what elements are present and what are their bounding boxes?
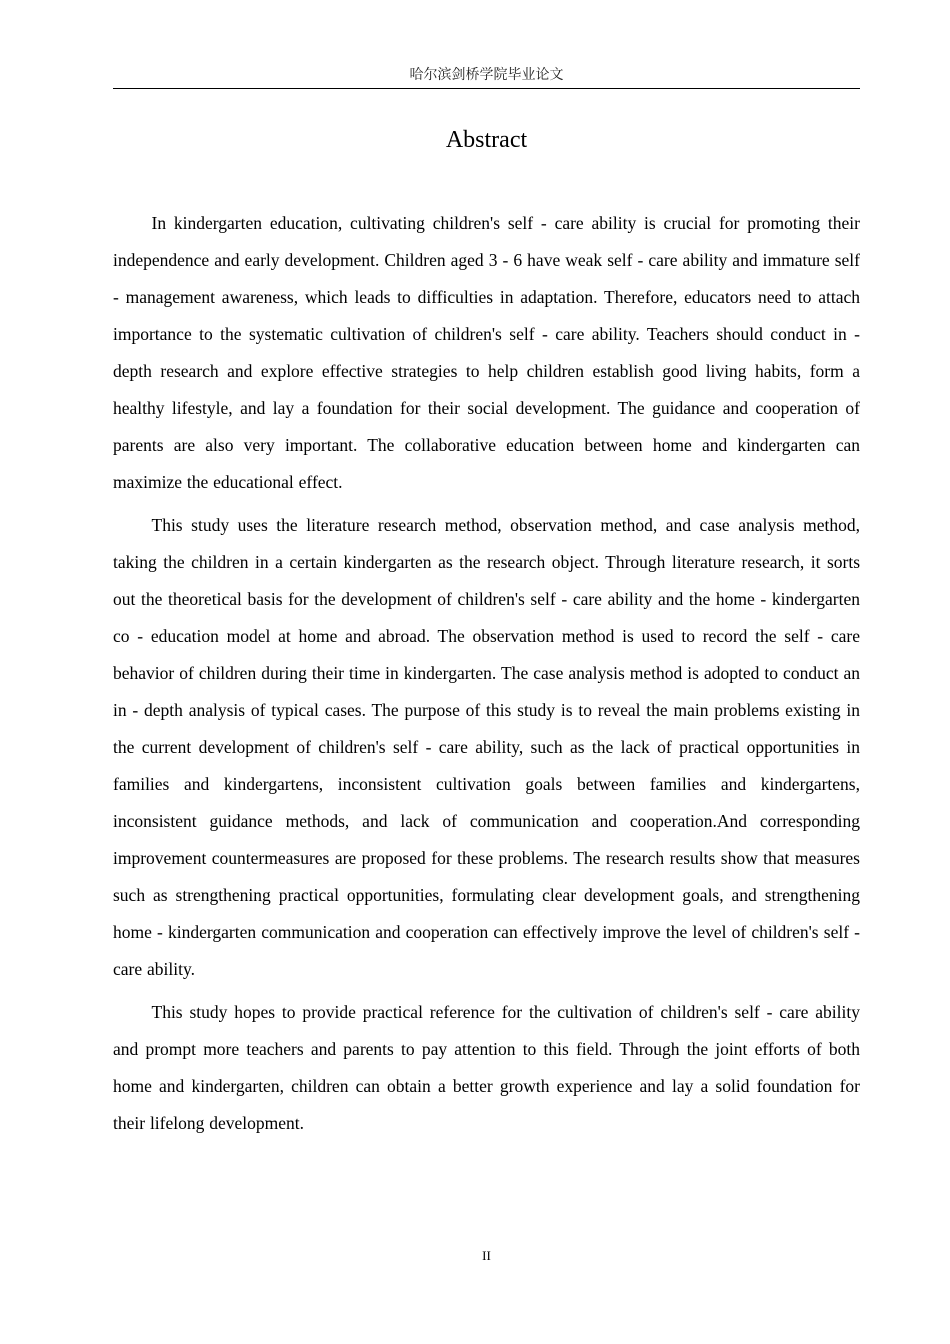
header-divider [113,88,860,89]
abstract-paragraph-2: This study uses the literature research method, observation method, and case analysis method, taking the children in a certain kindergarten as the research object. Through literature research, it sorts out the theoretical basis for the development of children's self - care ability and the home - kindergarten co - education model at home and abroad. The observation method is used to record the self - care behavior of children during their time in kindergarten. The case analysis method is adopted to conduct an in - depth analysis of typical cases. The purpose of this study is to reveal the main problems existing in the current development of children's self - care ability, such as the lack of practical opportunities in families and kindergartens, inconsistent cultivation goals between families and kindergartens, inconsistent guidance methods, and lack of communication and cooperation.And corresponding improvement countermeasures are proposed for these problems. The research results show that measures such as strengthening practical opportunities, formulating clear development goals, and strengthening home - kindergarten communication and cooperation can effectively improve the level of children's self - care ability. [113,515,860,979]
page-number: II [482,1248,491,1263]
abstract-body [113,205,860,1148]
running-header: 哈尔滨剑桥学院毕业论文 [409,68,564,83]
abstract-title: Abstract [445,127,528,153]
abstract-paragraph-3: This study hopes to provide practical reference for the cultivation of children's self - care ability and prompt more teachers and parents to pay attention to this field. Through the joint efforts of both home and kindergarten, children can obtain a better growth experience and lay a solid foundation for their lifelong development. [113,1002,860,1133]
abstract-paragraph-1: In kindergarten education, cultivating children's self - care ability is crucial for promoting their independence and early development. Children aged 3 - 6 have weak self - care ability and immature self - management awareness, which leads to difficulties in adaptation. Therefore, educators need to attach importance to the systematic cultivation of children's self - care ability. Teachers should conduct in - depth research and explore effective strategies to help children establish good living habits, form a healthy lifestyle, and lay a foundation for their social development. The guidance and cooperation of parents are also very important. The collaborative education between home and kindergarten can maximize the educational effect. [113,213,860,492]
